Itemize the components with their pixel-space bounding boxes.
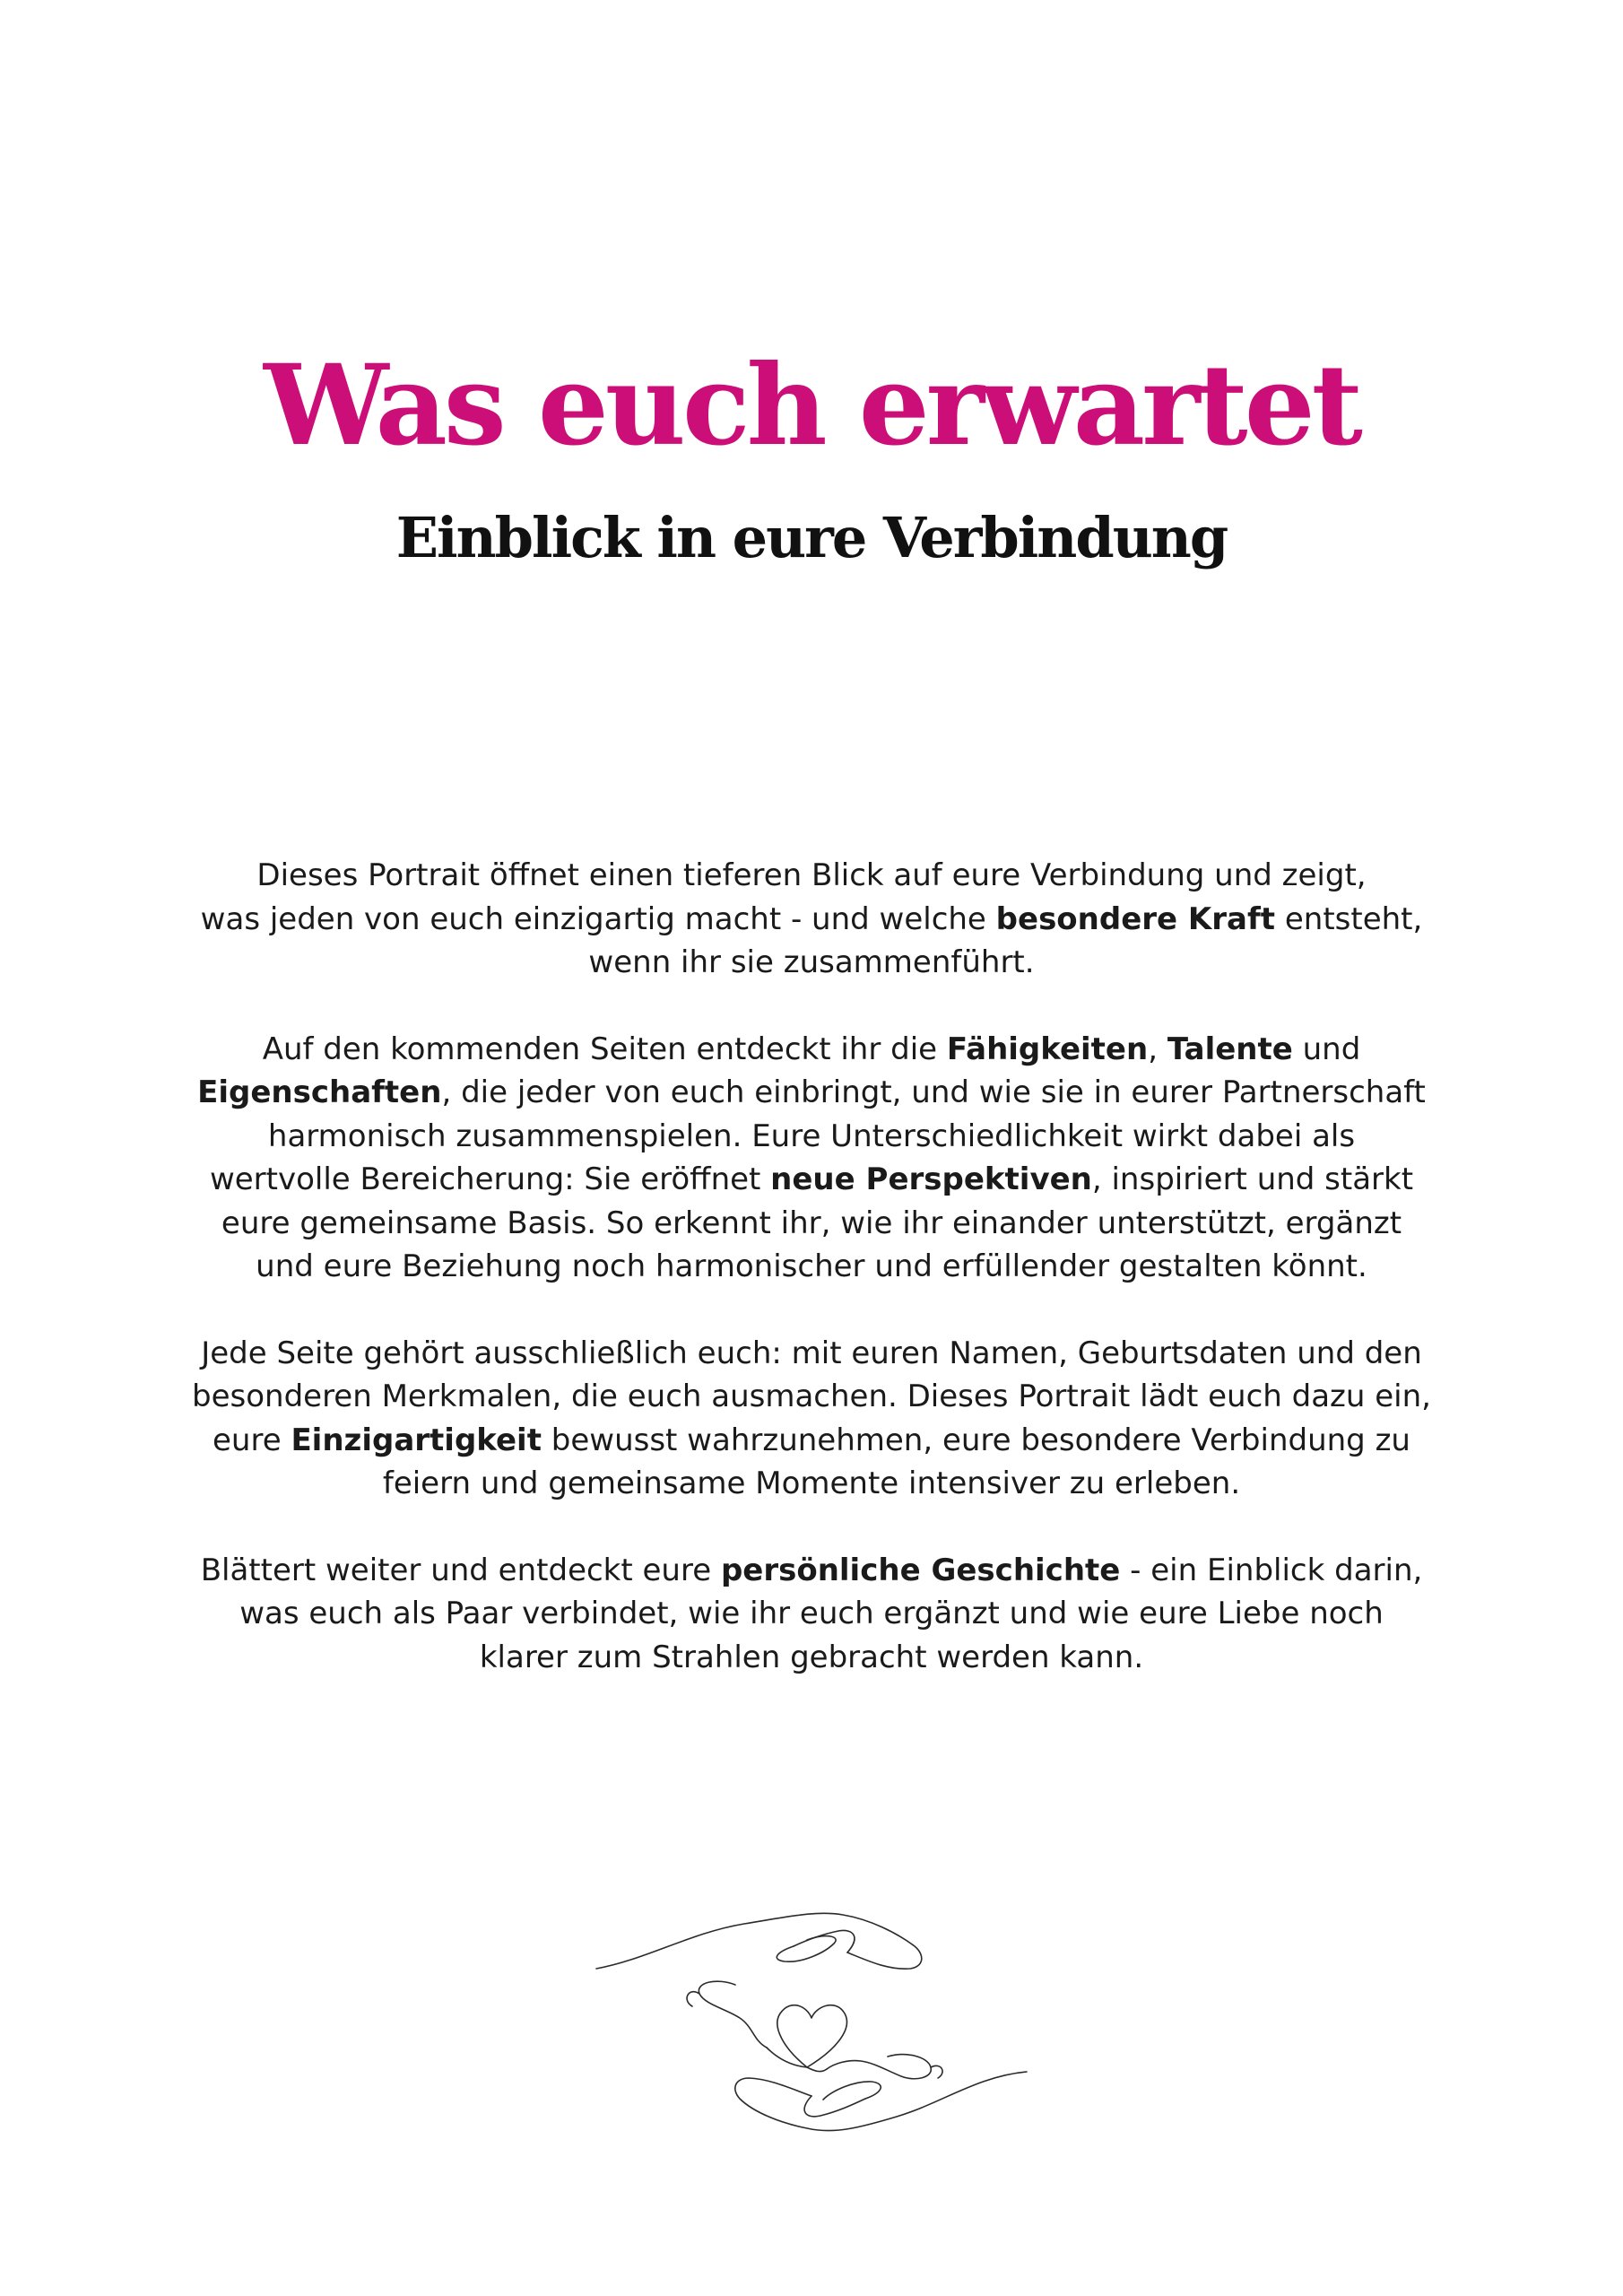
text-span: Dieses Portrait öffnet einen tieferen Blick auf eure Verbindung und zeigt, (256, 857, 1367, 893)
text-span: wenn ihr sie zusammenführt. (588, 944, 1035, 980)
emphasis: neue Perspektiven (770, 1161, 1092, 1197)
text-span: klarer zum Strahlen gebracht werden kann. (479, 1639, 1144, 1675)
emphasis: Fähigkeiten (946, 1031, 1149, 1067)
text-span: , inspiriert und stärkt (1091, 1161, 1414, 1197)
text-span: entsteht, (1275, 900, 1423, 937)
text-span: - ein Einblick darin, (1120, 1552, 1423, 1588)
text-span: eure gemeinsame Basis. So erkennt ihr, wie ihr einander unterstützt, ergänzt (221, 1205, 1402, 1241)
text-span: Auf den kommenden Seiten entdeckt ihr die (262, 1031, 947, 1067)
text-span: Blättert weiter und entdeckt eure (200, 1552, 721, 1588)
paragraph-abilities (184, 1028, 1439, 1289)
paragraph-personal (184, 1332, 1439, 1506)
text-span: feiern und gemeinsame Momente intensiver zu erleben. (382, 1465, 1241, 1501)
emphasis: Talente (1167, 1031, 1293, 1067)
text-span: , (1148, 1031, 1167, 1067)
text-span: was euch als Paar verbindet, wie ihr euch ergänzt und wie eure Liebe noch (239, 1596, 1384, 1631)
paragraph-intro (184, 854, 1439, 985)
body-text (184, 854, 1439, 1722)
text-span: Jede Seite gehört ausschließlich euch: mit euren Namen, Geburtsdaten und den (201, 1335, 1422, 1371)
paragraph-story (184, 1549, 1439, 1680)
text-span: was jeden von euch einzigartig macht - und welche (200, 900, 996, 937)
text-span: eure (213, 1422, 291, 1458)
emphasis: persönliche Geschichte (720, 1552, 1121, 1588)
emphasis: Einzigartigkeit (291, 1422, 542, 1458)
emphasis: Eigenschaften (197, 1074, 442, 1110)
page-subtitle: Einblick in eure Verbindung (395, 505, 1228, 570)
text-span: , die jeder von euch einbringt, und wie sie in eurer Partnerschaft (441, 1074, 1426, 1110)
text-span: und (1292, 1031, 1361, 1067)
text-span: und eure Beziehung noch harmonischer und erfüllender gestalten könnt. (256, 1248, 1367, 1284)
hands-holding-heart-icon (592, 1897, 1031, 2148)
text-span: besonderen Merkmalen, die euch ausmachen. Dieses Portrait lädt euch dazu ein, (192, 1378, 1431, 1414)
text-span: bewusst wahrzunehmen, eure besondere Verbindung zu (541, 1422, 1410, 1458)
page-title: Was euch erwartet (264, 341, 1359, 471)
emphasis: besondere Kraft (995, 900, 1276, 937)
text-span: harmonisch zusammenspielen. Eure Unterschiedlichkeit wirkt dabei als (267, 1118, 1356, 1154)
text-span: wertvolle Bereicherung: Sie eröffnet (209, 1161, 771, 1197)
